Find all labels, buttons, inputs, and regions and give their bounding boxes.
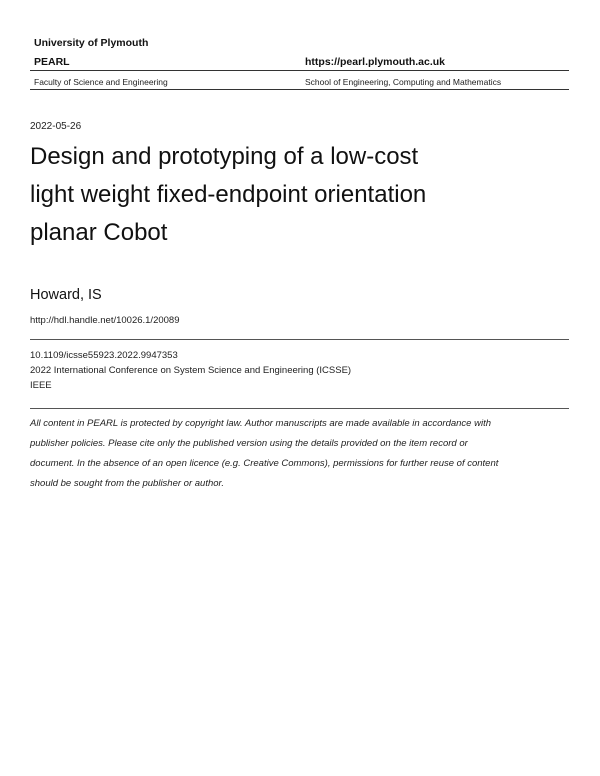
school-name: School of Engineering, Computing and Mathematics [305, 77, 502, 87]
faculty-name: Faculty of Science and Engineering [34, 77, 168, 87]
header-rule-top [30, 70, 569, 71]
document-title [30, 138, 550, 252]
institution-name: University of Plymouth [34, 37, 149, 49]
notice-line: publisher policies. Please cite only the published version using the details provided on the item record or [30, 438, 468, 449]
title-line: Design and prototyping of a low-cost [30, 143, 419, 170]
title-line: planar Cobot [30, 219, 168, 246]
notice-line: All content in PEARL is protected by copyright law. Author manuscripts are made available in accordance with [30, 418, 491, 429]
doi[interactable]: 10.1109/icsse55923.2022.9947353 [30, 350, 178, 361]
publisher: IEEE [30, 380, 52, 391]
publication-info [30, 348, 351, 393]
author: Howard, IS [30, 287, 102, 303]
divider-rule [30, 408, 569, 409]
notice-line: document. In the absence of an open licence (e.g. Creative Commons), permissions for further reuse of content [30, 458, 499, 469]
divider-rule [30, 339, 569, 340]
title-line: light weight fixed-endpoint orientation [30, 181, 427, 208]
handle-link[interactable]: http://hdl.handle.net/10026.1/20089 [30, 315, 180, 326]
publication-date: 2022-05-26 [30, 121, 82, 132]
venue: 2022 International Conference on System Science and Engineering (ICSSE) [30, 365, 352, 376]
header-rule-bottom [30, 89, 569, 90]
notice-line: should be sought from the publisher or author. [30, 478, 224, 489]
copyright-notice [30, 414, 575, 494]
repository-url[interactable]: https://pearl.plymouth.ac.uk [305, 56, 446, 68]
repository-name: PEARL [34, 56, 70, 68]
